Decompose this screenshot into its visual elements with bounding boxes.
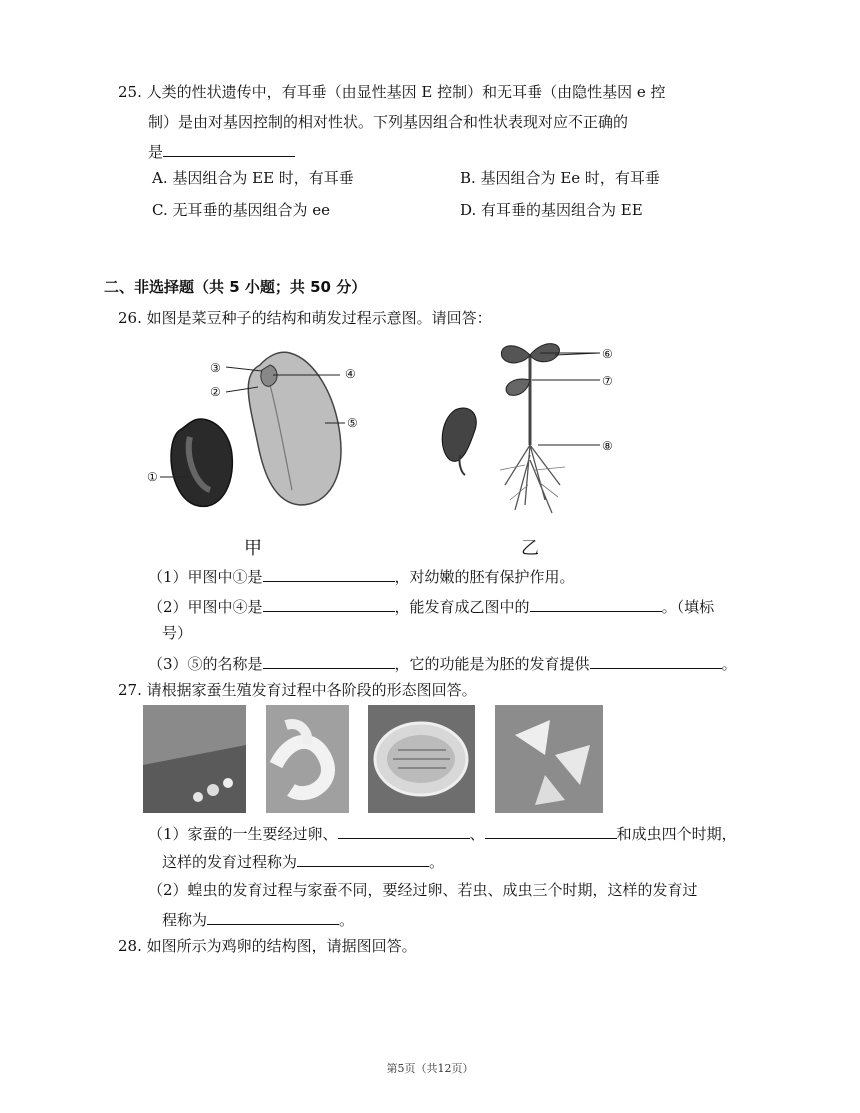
q26-sub3: （3）⑤的名称是 ，它的功能是为胚的发育提供 。 <box>148 652 737 674</box>
marker-4: ④ <box>345 367 356 381</box>
q26-sub2: （2）甲图中④是 ，能发育成乙图中的 。（填标 <box>148 595 714 617</box>
section-title: 二、非选择题（共 5 小题；共 50 分） <box>104 278 367 296</box>
q26-stem: 26. 如图是菜豆种子的结构和萌发过程示意图。请回答： <box>118 309 492 327</box>
q28-stem: 28. 如图所示为鸡卵的结构图，请据图回答。 <box>118 937 417 955</box>
figure-label-yi: 乙 <box>521 538 539 559</box>
q27-sub1: （1）家蚕的一生要经过卵、 、 和成虫四个时期， <box>148 822 737 844</box>
marker-2: ② <box>210 385 221 399</box>
answer-blank[interactable] <box>263 652 395 669</box>
q26-sub1: （1）甲图中①是 ，对幼嫩的胚有保护作用。 <box>148 565 575 587</box>
answer-blank[interactable] <box>207 908 339 925</box>
q25-option-b: B. 基因组合为 Ee 时，有耳垂 <box>460 169 660 187</box>
marker-8: ⑧ <box>602 439 613 453</box>
silkworm-egg-photo <box>143 705 246 813</box>
marker-5: ⑤ <box>347 416 358 430</box>
answer-blank[interactable] <box>530 595 662 612</box>
answer-blank[interactable] <box>263 595 395 612</box>
q26-sub2-line2: 号） <box>162 624 193 642</box>
answer-blank[interactable] <box>338 822 470 839</box>
q27-sub1-line2: 这样的发育过程称为 。 <box>162 850 444 872</box>
q27-sub2: （2）蝗虫的发育过程与家蚕不同，要经过卵、若虫、成虫三个时期，这样的发育过 <box>148 881 698 899</box>
silkworm-pupa-photo <box>368 705 475 813</box>
q25-line2: 制）是由对基因控制的相对性状。下列基因组合和性状表现对应不正确的 <box>148 113 629 131</box>
answer-blank[interactable] <box>263 565 395 582</box>
q25-option-d: D. 有耳垂的基因组合为 EE <box>460 201 643 219</box>
q25-option-c: C. 无耳垂的基因组合为 ee <box>152 201 331 219</box>
marker-3: ③ <box>210 361 221 375</box>
q25-option-a: A. 基因组合为 EE 时，有耳垂 <box>152 169 354 187</box>
marker-1: ① <box>147 470 158 484</box>
q25-line1: 25. 人类的性状遗传中，有耳垂（由显性基因 E 控制）和无耳垂（由隐性基因 e 控 <box>118 83 666 101</box>
page-footer: 第5页（共12页） <box>386 1062 474 1075</box>
q25-line3: 是 <box>148 140 295 162</box>
marker-6: ⑥ <box>602 347 613 361</box>
answer-blank[interactable] <box>297 850 429 867</box>
seedling-figure <box>430 335 660 520</box>
q27-sub2-line2: 程称为 。 <box>162 908 354 930</box>
answer-blank[interactable] <box>163 140 295 157</box>
answer-blank[interactable] <box>485 822 617 839</box>
q27-stem: 27. 请根据家蚕生殖发育过程中各阶段的形态图回答。 <box>118 681 477 699</box>
silkworm-moth-photo <box>495 705 603 813</box>
figure-label-jia: 甲 <box>244 538 262 559</box>
marker-7: ⑦ <box>602 374 613 388</box>
silkworm-larva-photo <box>266 705 349 813</box>
answer-blank[interactable] <box>590 652 722 669</box>
